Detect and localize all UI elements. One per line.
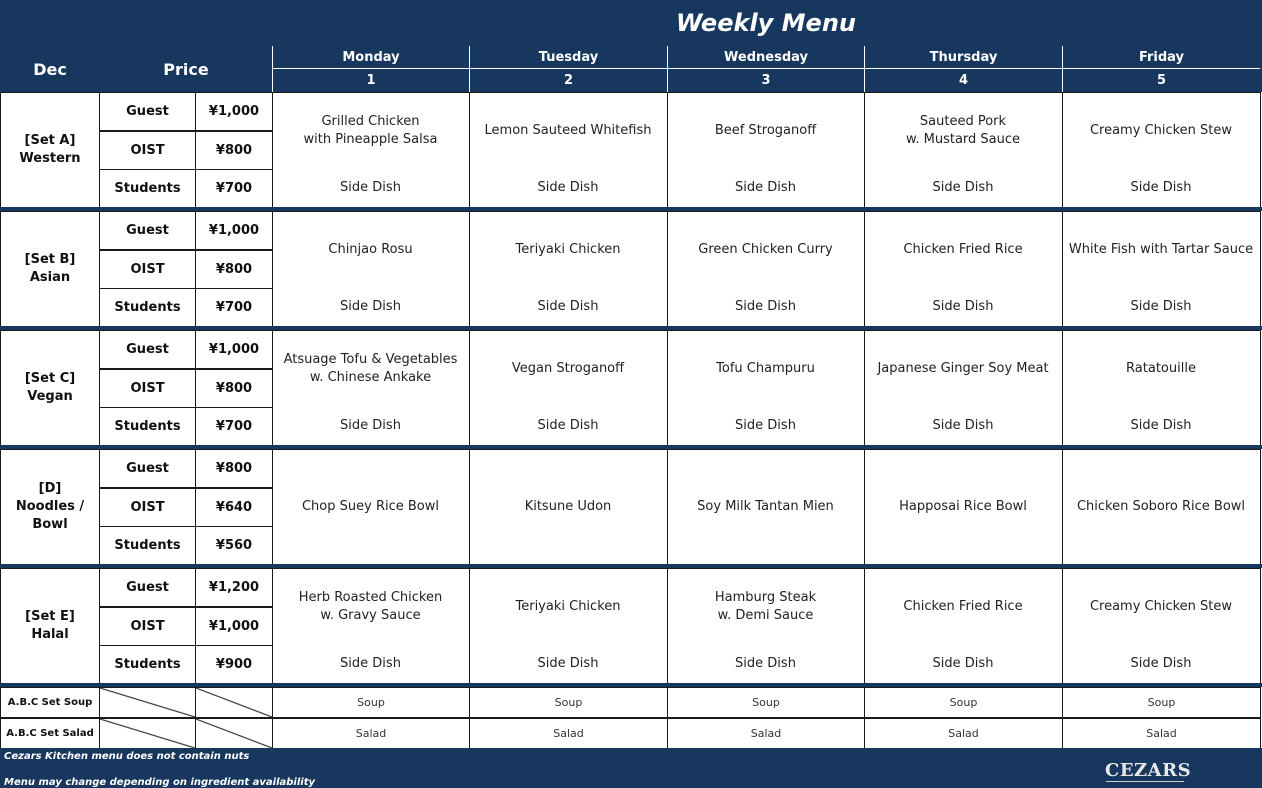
dish-name: White Fish with Tartar Sauce	[1068, 242, 1254, 257]
price-value: ¥800	[195, 131, 273, 170]
extra-item: Soup	[272, 687, 470, 718]
dish-name: Ratatouille	[1126, 361, 1196, 376]
price-tier-label: Students	[99, 288, 196, 327]
price-value: ¥700	[195, 288, 273, 327]
price-value: ¥640	[195, 488, 273, 527]
diagonal-cell	[99, 687, 196, 718]
side-dish-label: Side Dish	[735, 417, 796, 433]
dec-header: Dec	[33, 59, 67, 79]
logo-underline	[1106, 781, 1184, 782]
side-dish-label: Side Dish	[1130, 179, 1192, 195]
dish-name: Sauteed Pork w. Mustard Sauce	[905, 114, 1021, 147]
price-tier-label: Students	[99, 526, 196, 565]
side-dish-label: Side Dish	[932, 417, 994, 433]
price-header: Price	[163, 59, 209, 79]
day-name-4: Thursday	[864, 46, 1062, 68]
extra-item: Soup	[1062, 687, 1261, 718]
side-dish-label: Side Dish	[537, 298, 599, 314]
day-number-2: 2	[469, 68, 667, 92]
dish-name: Green Chicken Curry	[698, 242, 833, 257]
price-value: ¥1,000	[195, 607, 273, 646]
footer-note-availability: Menu may change depending on ingredient availability	[4, 777, 315, 788]
side-dish-label: Side Dish	[1130, 655, 1192, 671]
side-dish-label: Side Dish	[735, 298, 796, 314]
price-tier-label: OIST	[99, 131, 196, 170]
dish-name: Kitsune Udon	[524, 499, 612, 514]
dish-name: Teriyaki Chicken	[515, 599, 621, 614]
price-value: ¥560	[195, 526, 273, 565]
extra-item: Soup	[864, 687, 1063, 718]
extra-item: Soup	[469, 687, 668, 718]
dish-name: Tofu Champuru	[716, 361, 815, 376]
side-dish-label: Side Dish	[735, 655, 796, 671]
price-value: ¥1,000	[195, 211, 273, 250]
side-dish-label: Side Dish	[932, 298, 994, 314]
side-dish-label: Side Dish	[340, 417, 401, 433]
dish-name: Chicken Soboro Rice Bowl	[1076, 499, 1246, 514]
diagonal-cell	[195, 718, 273, 749]
side-dish-label: Side Dish	[537, 417, 599, 433]
dish-name: Vegan Stroganoff	[511, 361, 625, 376]
dish-name: Creamy Chicken Stew	[1089, 599, 1233, 614]
price-value: ¥700	[195, 169, 273, 208]
dish-name: Herb Roasted Chicken w. Gravy Sauce	[298, 590, 443, 623]
side-dish-label: Side Dish	[932, 655, 994, 671]
dish-name: Teriyaki Chicken	[515, 242, 621, 257]
extra-item: Salad	[272, 718, 470, 749]
price-value: ¥900	[195, 645, 273, 684]
extra-item: Salad	[864, 718, 1063, 749]
extra-label: A.B.C Set Soup	[0, 687, 100, 718]
price-value: ¥800	[195, 449, 273, 488]
price-tier-label: Students	[99, 169, 196, 208]
side-dish-label: Side Dish	[1130, 298, 1192, 314]
side-dish-label: Side Dish	[340, 298, 401, 314]
set-label: [Set B] Asian	[0, 211, 100, 327]
dish-name: Lemon Sauteed Whitefish	[484, 123, 652, 138]
cezars-logo: CEZARS	[1105, 760, 1192, 781]
price-value: ¥800	[195, 250, 273, 289]
dish-name: Chinjao Rosu	[328, 242, 413, 257]
day-number-1: 1	[272, 68, 469, 92]
dish-name: Chicken Fried Rice	[903, 242, 1023, 257]
price-tier-label: OIST	[99, 488, 196, 527]
extra-label: A.B.C Set Salad	[0, 718, 100, 749]
dish-name: Chicken Fried Rice	[903, 599, 1023, 614]
day-number-4: 4	[864, 68, 1062, 92]
dish-name: Happosai Rice Bowl	[899, 499, 1027, 514]
price-tier-label: OIST	[99, 607, 196, 646]
dish-name: Soy Milk Tantan Mien	[697, 499, 834, 514]
dish-name: Chop Suey Rice Bowl	[301, 499, 439, 514]
price-value: ¥800	[195, 369, 273, 408]
price-tier-label: Students	[99, 645, 196, 684]
day-name-3: Wednesday	[667, 46, 864, 68]
extra-item: Salad	[667, 718, 865, 749]
side-dish-label: Side Dish	[537, 655, 599, 671]
dish-name: Beef Stroganoff	[714, 123, 817, 138]
side-dish-label: Side Dish	[537, 179, 599, 195]
extra-item: Soup	[667, 687, 865, 718]
side-dish-label: Side Dish	[735, 179, 796, 195]
day-number-5: 5	[1062, 68, 1260, 92]
price-value: ¥1,000	[195, 330, 273, 369]
price-tier-label: Guest	[99, 449, 196, 488]
side-dish-label: Side Dish	[340, 655, 401, 671]
day-name-5: Friday	[1062, 46, 1260, 68]
dish-name: Atsuage Tofu & Vegetables w. Chinese Ankake	[283, 352, 458, 385]
price-tier-label: Guest	[99, 211, 196, 250]
price-tier-label: OIST	[99, 250, 196, 289]
set-label: [Set A] Western	[0, 92, 100, 208]
dish-name: Hamburg Steak w. Demi Sauce	[714, 590, 817, 623]
extra-item: Salad	[469, 718, 668, 749]
price-tier-label: Guest	[99, 568, 196, 607]
set-label: [Set C] Vegan	[0, 330, 100, 446]
dish-name: Grilled Chicken with Pineapple Salsa	[303, 114, 438, 147]
set-label: [D] Noodles / Bowl	[0, 449, 100, 565]
day-name-1: Monday	[272, 46, 469, 68]
diagonal-cell	[195, 687, 273, 718]
day-number-3: 3	[667, 68, 864, 92]
extra-item: Salad	[1062, 718, 1261, 749]
dish-name: Japanese Ginger Soy Meat	[877, 361, 1049, 376]
dish-name: Creamy Chicken Stew	[1089, 123, 1233, 138]
set-label: [Set E] Halal	[0, 568, 100, 684]
footer-note-nuts: Cezars Kitchen menu does not contain nuts	[4, 751, 250, 762]
price-tier-label: Guest	[99, 92, 196, 131]
price-tier-label: Students	[99, 407, 196, 446]
day-name-2: Tuesday	[469, 46, 667, 68]
price-value: ¥1,200	[195, 568, 273, 607]
page-title: Weekly Menu	[675, 9, 856, 37]
side-dish-label: Side Dish	[340, 179, 401, 195]
price-tier-label: Guest	[99, 330, 196, 369]
price-tier-label: OIST	[99, 369, 196, 408]
diagonal-cell	[99, 718, 196, 749]
side-dish-label: Side Dish	[932, 179, 994, 195]
price-value: ¥1,000	[195, 92, 273, 131]
side-dish-label: Side Dish	[1130, 417, 1192, 433]
price-value: ¥700	[195, 407, 273, 446]
